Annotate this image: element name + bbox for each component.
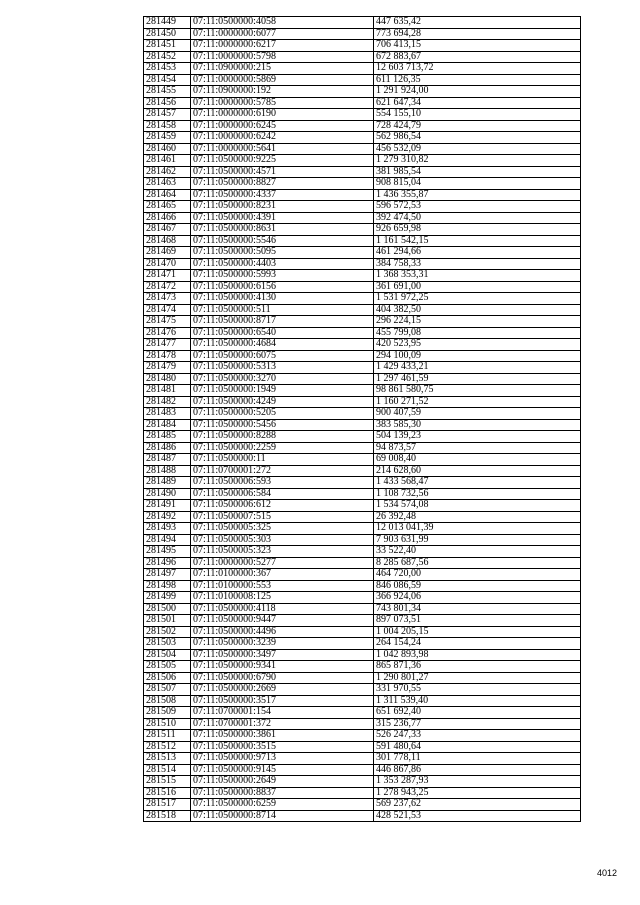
cadastral-number-cell: 07:11:0500000:6790 xyxy=(191,672,374,684)
row-number-cell: 281484 xyxy=(144,419,191,431)
row-number-cell: 281477 xyxy=(144,339,191,351)
table-row xyxy=(144,534,581,546)
cadastral-value-cell: 455 799,08 xyxy=(374,327,581,339)
row-number-cell: 281453 xyxy=(144,63,191,75)
cadastral-number-cell: 07:11:0000000:6217 xyxy=(191,40,374,52)
cadastral-value-cell: 69 008,40 xyxy=(374,454,581,466)
table-row xyxy=(144,74,581,86)
cadastral-value-cell: 1 279 310,82 xyxy=(374,155,581,167)
cadastral-value-cell: 1 297 461,59 xyxy=(374,373,581,385)
table-row xyxy=(144,362,581,374)
row-number-cell: 281498 xyxy=(144,580,191,592)
cadastral-number-cell: 07:11:0000000:5785 xyxy=(191,97,374,109)
cadastral-value-cell: 33 522,40 xyxy=(374,546,581,558)
cadastral-number-cell: 07:11:0500007:515 xyxy=(191,511,374,523)
cadastral-number-cell: 07:11:0500000:3497 xyxy=(191,649,374,661)
table-row xyxy=(144,350,581,362)
table-row xyxy=(144,258,581,270)
table-row xyxy=(144,649,581,661)
row-number-cell: 281472 xyxy=(144,281,191,293)
cadastral-number-cell: 07:11:0500000:8717 xyxy=(191,316,374,328)
row-number-cell: 281513 xyxy=(144,753,191,765)
cadastral-number-cell: 07:11:0500000:8837 xyxy=(191,787,374,799)
row-number-cell: 281454 xyxy=(144,74,191,86)
table-row xyxy=(144,500,581,512)
cadastral-value-cell: 1 160 271,52 xyxy=(374,396,581,408)
row-number-cell: 281516 xyxy=(144,787,191,799)
cadastral-number-cell: 07:11:0500005:325 xyxy=(191,523,374,535)
cadastral-value-cell: 447 635,42 xyxy=(374,17,581,29)
row-number-cell: 281451 xyxy=(144,40,191,52)
cadastral-number-cell: 07:11:0500000:4496 xyxy=(191,626,374,638)
table-row xyxy=(144,764,581,776)
table-row xyxy=(144,316,581,328)
cadastral-number-cell: 07:11:0500000:5205 xyxy=(191,408,374,420)
table-row xyxy=(144,488,581,500)
cadastral-value-cell: 773 694,28 xyxy=(374,28,581,40)
cadastral-value-cell: 651 692,40 xyxy=(374,707,581,719)
cadastral-number-cell: 07:11:0500005:323 xyxy=(191,546,374,558)
cadastral-number-cell: 07:11:0700001:272 xyxy=(191,465,374,477)
cadastral-number-cell: 07:11:0500000:6259 xyxy=(191,799,374,811)
table-row xyxy=(144,569,581,581)
row-number-cell: 281515 xyxy=(144,776,191,788)
cadastral-number-cell: 07:11:0500000:11 xyxy=(191,454,374,466)
table-row xyxy=(144,304,581,316)
cadastral-number-cell: 07:11:0500000:3270 xyxy=(191,373,374,385)
cadastral-value-cell: 8 285 687,56 xyxy=(374,557,581,569)
table-row xyxy=(144,810,581,822)
cadastral-value-cell: 7 903 631,99 xyxy=(374,534,581,546)
table-row xyxy=(144,776,581,788)
table-row xyxy=(144,431,581,443)
table-row xyxy=(144,465,581,477)
row-number-cell: 281469 xyxy=(144,247,191,259)
cadastral-value-cell: 461 294,66 xyxy=(374,247,581,259)
table-row xyxy=(144,707,581,719)
cadastral-value-cell: 366 924,06 xyxy=(374,592,581,604)
table-row xyxy=(144,718,581,730)
table-row xyxy=(144,155,581,167)
table-row xyxy=(144,166,581,178)
row-number-cell: 281500 xyxy=(144,603,191,615)
cadastral-number-cell: 07:11:0500000:8631 xyxy=(191,224,374,236)
table-row xyxy=(144,17,581,29)
cadastral-number-cell: 07:11:0500000:9341 xyxy=(191,661,374,673)
row-number-cell: 281455 xyxy=(144,86,191,98)
row-number-cell: 281502 xyxy=(144,626,191,638)
cadastral-number-cell: 07:11:0700001:154 xyxy=(191,707,374,719)
row-number-cell: 281450 xyxy=(144,28,191,40)
cadastral-value-cell: 1 108 732,56 xyxy=(374,488,581,500)
row-number-cell: 281452 xyxy=(144,51,191,63)
row-number-cell: 281496 xyxy=(144,557,191,569)
table-row xyxy=(144,523,581,535)
row-number-cell: 281483 xyxy=(144,408,191,420)
cadastral-value-cell: 361 691,00 xyxy=(374,281,581,293)
cadastral-number-cell: 07:11:0500000:4130 xyxy=(191,293,374,305)
table-row xyxy=(144,109,581,121)
cadastral-value-cell: 1 042 893,98 xyxy=(374,649,581,661)
table-row xyxy=(144,235,581,247)
cadastral-number-cell: 07:11:0000000:5869 xyxy=(191,74,374,86)
cadastral-value-cell: 404 382,50 xyxy=(374,304,581,316)
row-number-cell: 281465 xyxy=(144,201,191,213)
page-number: 4012 xyxy=(597,868,618,878)
cadastral-number-cell: 07:11:0500000:9713 xyxy=(191,753,374,765)
table-row xyxy=(144,293,581,305)
row-number-cell: 281485 xyxy=(144,431,191,443)
row-number-cell: 281470 xyxy=(144,258,191,270)
row-number-cell: 281473 xyxy=(144,293,191,305)
row-number-cell: 281474 xyxy=(144,304,191,316)
cadastral-number-cell: 07:11:0500000:3239 xyxy=(191,638,374,650)
cadastral-value-cell: 591 480,64 xyxy=(374,741,581,753)
row-number-cell: 281514 xyxy=(144,764,191,776)
cadastral-number-cell: 07:11:0000000:6190 xyxy=(191,109,374,121)
row-number-cell: 281462 xyxy=(144,166,191,178)
cadastral-value-cell: 897 073,51 xyxy=(374,615,581,627)
row-number-cell: 281501 xyxy=(144,615,191,627)
row-number-cell: 281475 xyxy=(144,316,191,328)
table-row xyxy=(144,638,581,650)
row-number-cell: 281510 xyxy=(144,718,191,730)
row-number-cell: 281512 xyxy=(144,741,191,753)
table-row xyxy=(144,224,581,236)
cadastral-number-cell: 07:11:0500000:5456 xyxy=(191,419,374,431)
cadastral-value-cell: 1 531 972,25 xyxy=(374,293,581,305)
cadastral-number-cell: 07:11:0000000:5641 xyxy=(191,143,374,155)
cadastral-number-cell: 07:11:0700001:372 xyxy=(191,718,374,730)
row-number-cell: 281507 xyxy=(144,684,191,696)
cadastral-number-cell: 07:11:0500000:5546 xyxy=(191,235,374,247)
cadastral-number-cell: 07:11:0500000:9145 xyxy=(191,764,374,776)
cadastral-number-cell: 07:11:0500000:2259 xyxy=(191,442,374,454)
table-row xyxy=(144,385,581,397)
table-row xyxy=(144,603,581,615)
table-row xyxy=(144,626,581,638)
cadastral-number-cell: 07:11:0500006:593 xyxy=(191,477,374,489)
cadastral-value-cell: 865 871,36 xyxy=(374,661,581,673)
cadastral-value-cell: 264 154,24 xyxy=(374,638,581,650)
table-row xyxy=(144,615,581,627)
row-number-cell: 281486 xyxy=(144,442,191,454)
table-row xyxy=(144,327,581,339)
row-number-cell: 281506 xyxy=(144,672,191,684)
cadastral-number-cell: 07:11:0500000:4391 xyxy=(191,212,374,224)
table-row xyxy=(144,741,581,753)
cadastral-number-cell: 07:11:0500000:4058 xyxy=(191,17,374,29)
cadastral-value-cell: 562 986,54 xyxy=(374,132,581,144)
row-number-cell: 281491 xyxy=(144,500,191,512)
cadastral-number-cell: 07:11:0500000:4571 xyxy=(191,166,374,178)
cadastral-number-cell: 07:11:0500000:511 xyxy=(191,304,374,316)
cadastral-number-cell: 07:11:0500000:4118 xyxy=(191,603,374,615)
table-row xyxy=(144,247,581,259)
cadastral-number-cell: 07:11:0500005:303 xyxy=(191,534,374,546)
cadastral-number-cell: 07:11:0500000:5095 xyxy=(191,247,374,259)
cadastral-value-cell: 98 861 580,75 xyxy=(374,385,581,397)
cadastral-value-cell: 926 659,98 xyxy=(374,224,581,236)
cadastral-number-cell: 07:11:0500000:4249 xyxy=(191,396,374,408)
table-row xyxy=(144,396,581,408)
table-row xyxy=(144,592,581,604)
row-number-cell: 281495 xyxy=(144,546,191,558)
row-number-cell: 281493 xyxy=(144,523,191,535)
table-row xyxy=(144,442,581,454)
table-row xyxy=(144,28,581,40)
row-number-cell: 281504 xyxy=(144,649,191,661)
cadastral-value-cell: 743 801,34 xyxy=(374,603,581,615)
cadastral-value-cell: 456 532,09 xyxy=(374,143,581,155)
row-number-cell: 281449 xyxy=(144,17,191,29)
row-number-cell: 281497 xyxy=(144,569,191,581)
row-number-cell: 281517 xyxy=(144,799,191,811)
cadastral-value-cell: 94 873,57 xyxy=(374,442,581,454)
table-row xyxy=(144,684,581,696)
cadastral-number-cell: 07:11:0900000:192 xyxy=(191,86,374,98)
cadastral-number-cell: 07:11:0500000:6156 xyxy=(191,281,374,293)
cadastral-number-cell: 07:11:0500000:8231 xyxy=(191,201,374,213)
table-row xyxy=(144,799,581,811)
row-number-cell: 281492 xyxy=(144,511,191,523)
table-row xyxy=(144,281,581,293)
cadastral-value-cell: 569 237,62 xyxy=(374,799,581,811)
row-number-cell: 281480 xyxy=(144,373,191,385)
cadastral-value-cell: 214 628,60 xyxy=(374,465,581,477)
cadastral-number-cell: 07:11:0500000:6540 xyxy=(191,327,374,339)
cadastral-value-cell: 1 368 353,31 xyxy=(374,270,581,282)
cadastral-number-cell: 07:11:0500000:2669 xyxy=(191,684,374,696)
cadastral-value-cell: 383 585,30 xyxy=(374,419,581,431)
row-number-cell: 281505 xyxy=(144,661,191,673)
cadastral-value-cell: 1 429 433,21 xyxy=(374,362,581,374)
row-number-cell: 281464 xyxy=(144,189,191,201)
cadastral-value-cell: 446 867,86 xyxy=(374,764,581,776)
table-row xyxy=(144,189,581,201)
cadastral-number-cell: 07:11:0500000:3515 xyxy=(191,741,374,753)
table-row xyxy=(144,477,581,489)
cadastral-value-cell: 554 155,10 xyxy=(374,109,581,121)
row-number-cell: 281511 xyxy=(144,730,191,742)
row-number-cell: 281476 xyxy=(144,327,191,339)
table-row xyxy=(144,661,581,673)
cadastral-value-cell: 392 474,50 xyxy=(374,212,581,224)
row-number-cell: 281479 xyxy=(144,362,191,374)
row-number-cell: 281494 xyxy=(144,534,191,546)
cadastral-number-cell: 07:11:0100000:553 xyxy=(191,580,374,592)
table-row xyxy=(144,557,581,569)
cadastral-number-cell: 07:11:0900000:215 xyxy=(191,63,374,75)
table-row xyxy=(144,730,581,742)
cadastral-value-cell: 1 534 574,08 xyxy=(374,500,581,512)
row-number-cell: 281461 xyxy=(144,155,191,167)
table-row xyxy=(144,787,581,799)
cadastral-number-cell: 07:11:0500000:2649 xyxy=(191,776,374,788)
row-number-cell: 281467 xyxy=(144,224,191,236)
cadastral-number-cell: 07:11:0500000:3517 xyxy=(191,695,374,707)
cadastral-number-cell: 07:11:0100008:125 xyxy=(191,592,374,604)
cadastral-value-cell: 1 290 801,27 xyxy=(374,672,581,684)
cadastral-value-cell: 728 424,79 xyxy=(374,120,581,132)
row-number-cell: 281490 xyxy=(144,488,191,500)
cadastral-value-cell: 1 436 355,87 xyxy=(374,189,581,201)
table-row xyxy=(144,270,581,282)
cadastral-value-cell: 1 291 924,00 xyxy=(374,86,581,98)
table-row xyxy=(144,454,581,466)
cadastral-value-cell: 294 100,09 xyxy=(374,350,581,362)
row-number-cell: 281457 xyxy=(144,109,191,121)
cadastral-value-cell: 301 778,11 xyxy=(374,753,581,765)
row-number-cell: 281468 xyxy=(144,235,191,247)
cadastral-value-cell: 428 521,53 xyxy=(374,810,581,822)
table-row xyxy=(144,373,581,385)
cadastral-value-cell: 464 720,00 xyxy=(374,569,581,581)
row-number-cell: 281509 xyxy=(144,707,191,719)
cadastral-value-cell: 381 985,54 xyxy=(374,166,581,178)
table-row xyxy=(144,132,581,144)
cadastral-number-cell: 07:11:0500000:3861 xyxy=(191,730,374,742)
row-number-cell: 281487 xyxy=(144,454,191,466)
row-number-cell: 281499 xyxy=(144,592,191,604)
row-number-cell: 281489 xyxy=(144,477,191,489)
cadastral-number-cell: 07:11:0100000:367 xyxy=(191,569,374,581)
cadastral-number-cell: 07:11:0000000:6077 xyxy=(191,28,374,40)
cadastral-value-cell: 706 413,15 xyxy=(374,40,581,52)
cadastral-number-cell: 07:11:0500000:1949 xyxy=(191,385,374,397)
cadastral-value-cell: 846 086,59 xyxy=(374,580,581,592)
cadastral-value-cell: 296 224,15 xyxy=(374,316,581,328)
row-number-cell: 281458 xyxy=(144,120,191,132)
cadastral-number-cell: 07:11:0500000:4684 xyxy=(191,339,374,351)
row-number-cell: 281466 xyxy=(144,212,191,224)
row-number-cell: 281503 xyxy=(144,638,191,650)
table-row xyxy=(144,695,581,707)
row-number-cell: 281459 xyxy=(144,132,191,144)
row-number-cell: 281463 xyxy=(144,178,191,190)
cadastral-value-cell: 420 523,95 xyxy=(374,339,581,351)
cadastral-value-cell: 1 433 568,47 xyxy=(374,477,581,489)
row-number-cell: 281508 xyxy=(144,695,191,707)
cadastral-value-cell: 331 970,55 xyxy=(374,684,581,696)
table-row xyxy=(144,201,581,213)
table-row xyxy=(144,408,581,420)
cadastral-value-cell: 526 247,33 xyxy=(374,730,581,742)
row-number-cell: 281478 xyxy=(144,350,191,362)
row-number-cell: 281481 xyxy=(144,385,191,397)
cadastral-value-cell: 611 126,35 xyxy=(374,74,581,86)
cadastral-number-cell: 07:11:0500000:5313 xyxy=(191,362,374,374)
cadastral-value-cell: 1 353 287,93 xyxy=(374,776,581,788)
cadastral-value-table xyxy=(143,16,581,822)
cadastral-number-cell: 07:11:0500000:4403 xyxy=(191,258,374,270)
row-number-cell: 281456 xyxy=(144,97,191,109)
cadastral-number-cell: 07:11:0500000:8827 xyxy=(191,178,374,190)
cadastral-number-cell: 07:11:0500000:8288 xyxy=(191,431,374,443)
table-row xyxy=(144,546,581,558)
row-number-cell: 281488 xyxy=(144,465,191,477)
table-row xyxy=(144,212,581,224)
table-row xyxy=(144,97,581,109)
table-body xyxy=(144,17,581,822)
table-row xyxy=(144,672,581,684)
cadastral-value-cell: 12 603 713,72 xyxy=(374,63,581,75)
cadastral-value-cell: 621 647,34 xyxy=(374,97,581,109)
cadastral-number-cell: 07:11:0500000:9225 xyxy=(191,155,374,167)
cadastral-number-cell: 07:11:0500000:4337 xyxy=(191,189,374,201)
table-row xyxy=(144,63,581,75)
cadastral-value-cell: 596 572,53 xyxy=(374,201,581,213)
table-row xyxy=(144,143,581,155)
table-row xyxy=(144,580,581,592)
table-row xyxy=(144,419,581,431)
row-number-cell: 281460 xyxy=(144,143,191,155)
cadastral-number-cell: 07:11:0000000:5798 xyxy=(191,51,374,63)
cadastral-number-cell: 07:11:0000000:6245 xyxy=(191,120,374,132)
cadastral-value-cell: 1 278 943,25 xyxy=(374,787,581,799)
cadastral-number-cell: 07:11:0500000:6075 xyxy=(191,350,374,362)
cadastral-number-cell: 07:11:0500000:8714 xyxy=(191,810,374,822)
table-row xyxy=(144,120,581,132)
row-number-cell: 281471 xyxy=(144,270,191,282)
cadastral-value-cell: 504 139,23 xyxy=(374,431,581,443)
cadastral-value-cell: 1 311 539,40 xyxy=(374,695,581,707)
cadastral-value-cell: 672 883,67 xyxy=(374,51,581,63)
cadastral-value-cell: 1 004 205,15 xyxy=(374,626,581,638)
row-number-cell: 281482 xyxy=(144,396,191,408)
cadastral-value-cell: 908 815,04 xyxy=(374,178,581,190)
cadastral-number-cell: 07:11:0000000:5277 xyxy=(191,557,374,569)
cadastral-value-cell: 900 407,59 xyxy=(374,408,581,420)
cadastral-value-cell: 1 161 542,15 xyxy=(374,235,581,247)
table-row xyxy=(144,51,581,63)
cadastral-number-cell: 07:11:0500000:9447 xyxy=(191,615,374,627)
cadastral-number-cell: 07:11:0000000:6242 xyxy=(191,132,374,144)
cadastral-number-cell: 07:11:0500006:584 xyxy=(191,488,374,500)
table-row xyxy=(144,511,581,523)
cadastral-number-cell: 07:11:0500000:5993 xyxy=(191,270,374,282)
cadastral-value-cell: 315 236,77 xyxy=(374,718,581,730)
cadastral-value-cell: 26 392,48 xyxy=(374,511,581,523)
table-row xyxy=(144,339,581,351)
row-number-cell: 281518 xyxy=(144,810,191,822)
cadastral-value-cell: 12 013 041,39 xyxy=(374,523,581,535)
cadastral-number-cell: 07:11:0500006:612 xyxy=(191,500,374,512)
cadastral-value-cell: 384 758,33 xyxy=(374,258,581,270)
table-row xyxy=(144,86,581,98)
table-row xyxy=(144,753,581,765)
table-row xyxy=(144,178,581,190)
table-row xyxy=(144,40,581,52)
